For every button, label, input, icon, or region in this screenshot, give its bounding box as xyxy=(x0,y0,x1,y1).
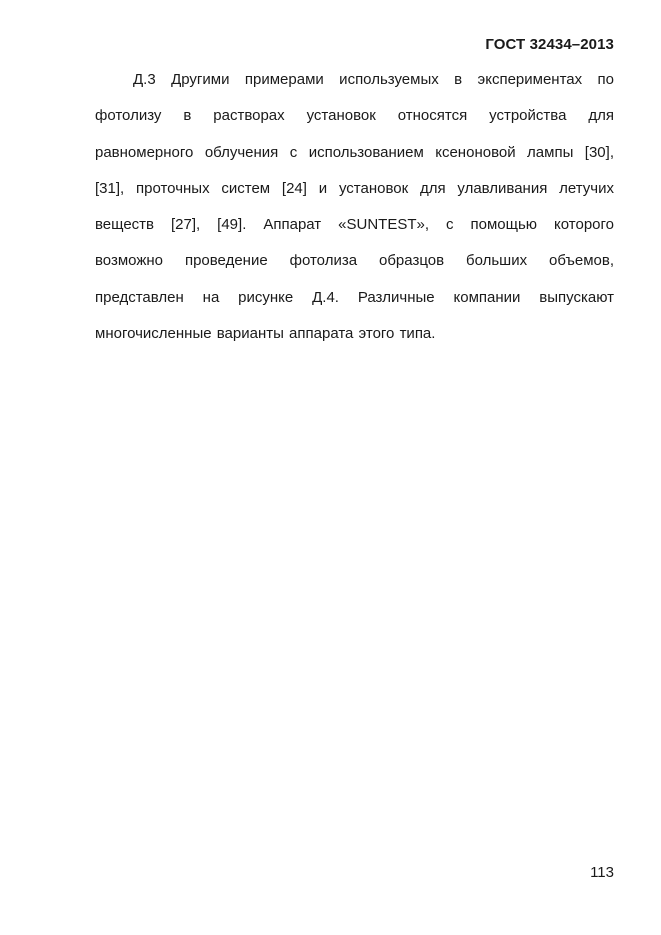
paragraph-line: фотолизу в растворах установок относятся устройства для xyxy=(95,107,614,125)
paragraph-line: Д.3 Другими примерами используемых в экспериментах по xyxy=(133,71,614,88)
paragraph-d3 xyxy=(95,62,614,352)
paragraph-line: представлен на рисунке Д.4. Различные компании выпускают xyxy=(95,288,614,306)
paragraph-line: возможно проведение фотолиза образцов больших объемов, xyxy=(95,252,614,270)
paragraph-line: многочисленные варианты аппарата этого типа. xyxy=(95,325,436,343)
document-code-header: ГОСТ 32434–2013 xyxy=(485,36,614,53)
paragraph-line: [31], проточных систем [24] и установок для улавливания летучих xyxy=(95,179,614,197)
page-number: 113 xyxy=(590,864,614,881)
paragraph-line: равномерного облучения с использованием ксеноновой лампы [30], xyxy=(95,143,614,161)
paragraph-line: веществ [27], [49]. Аппарат «SUNTEST», с помощью которого xyxy=(95,216,614,234)
